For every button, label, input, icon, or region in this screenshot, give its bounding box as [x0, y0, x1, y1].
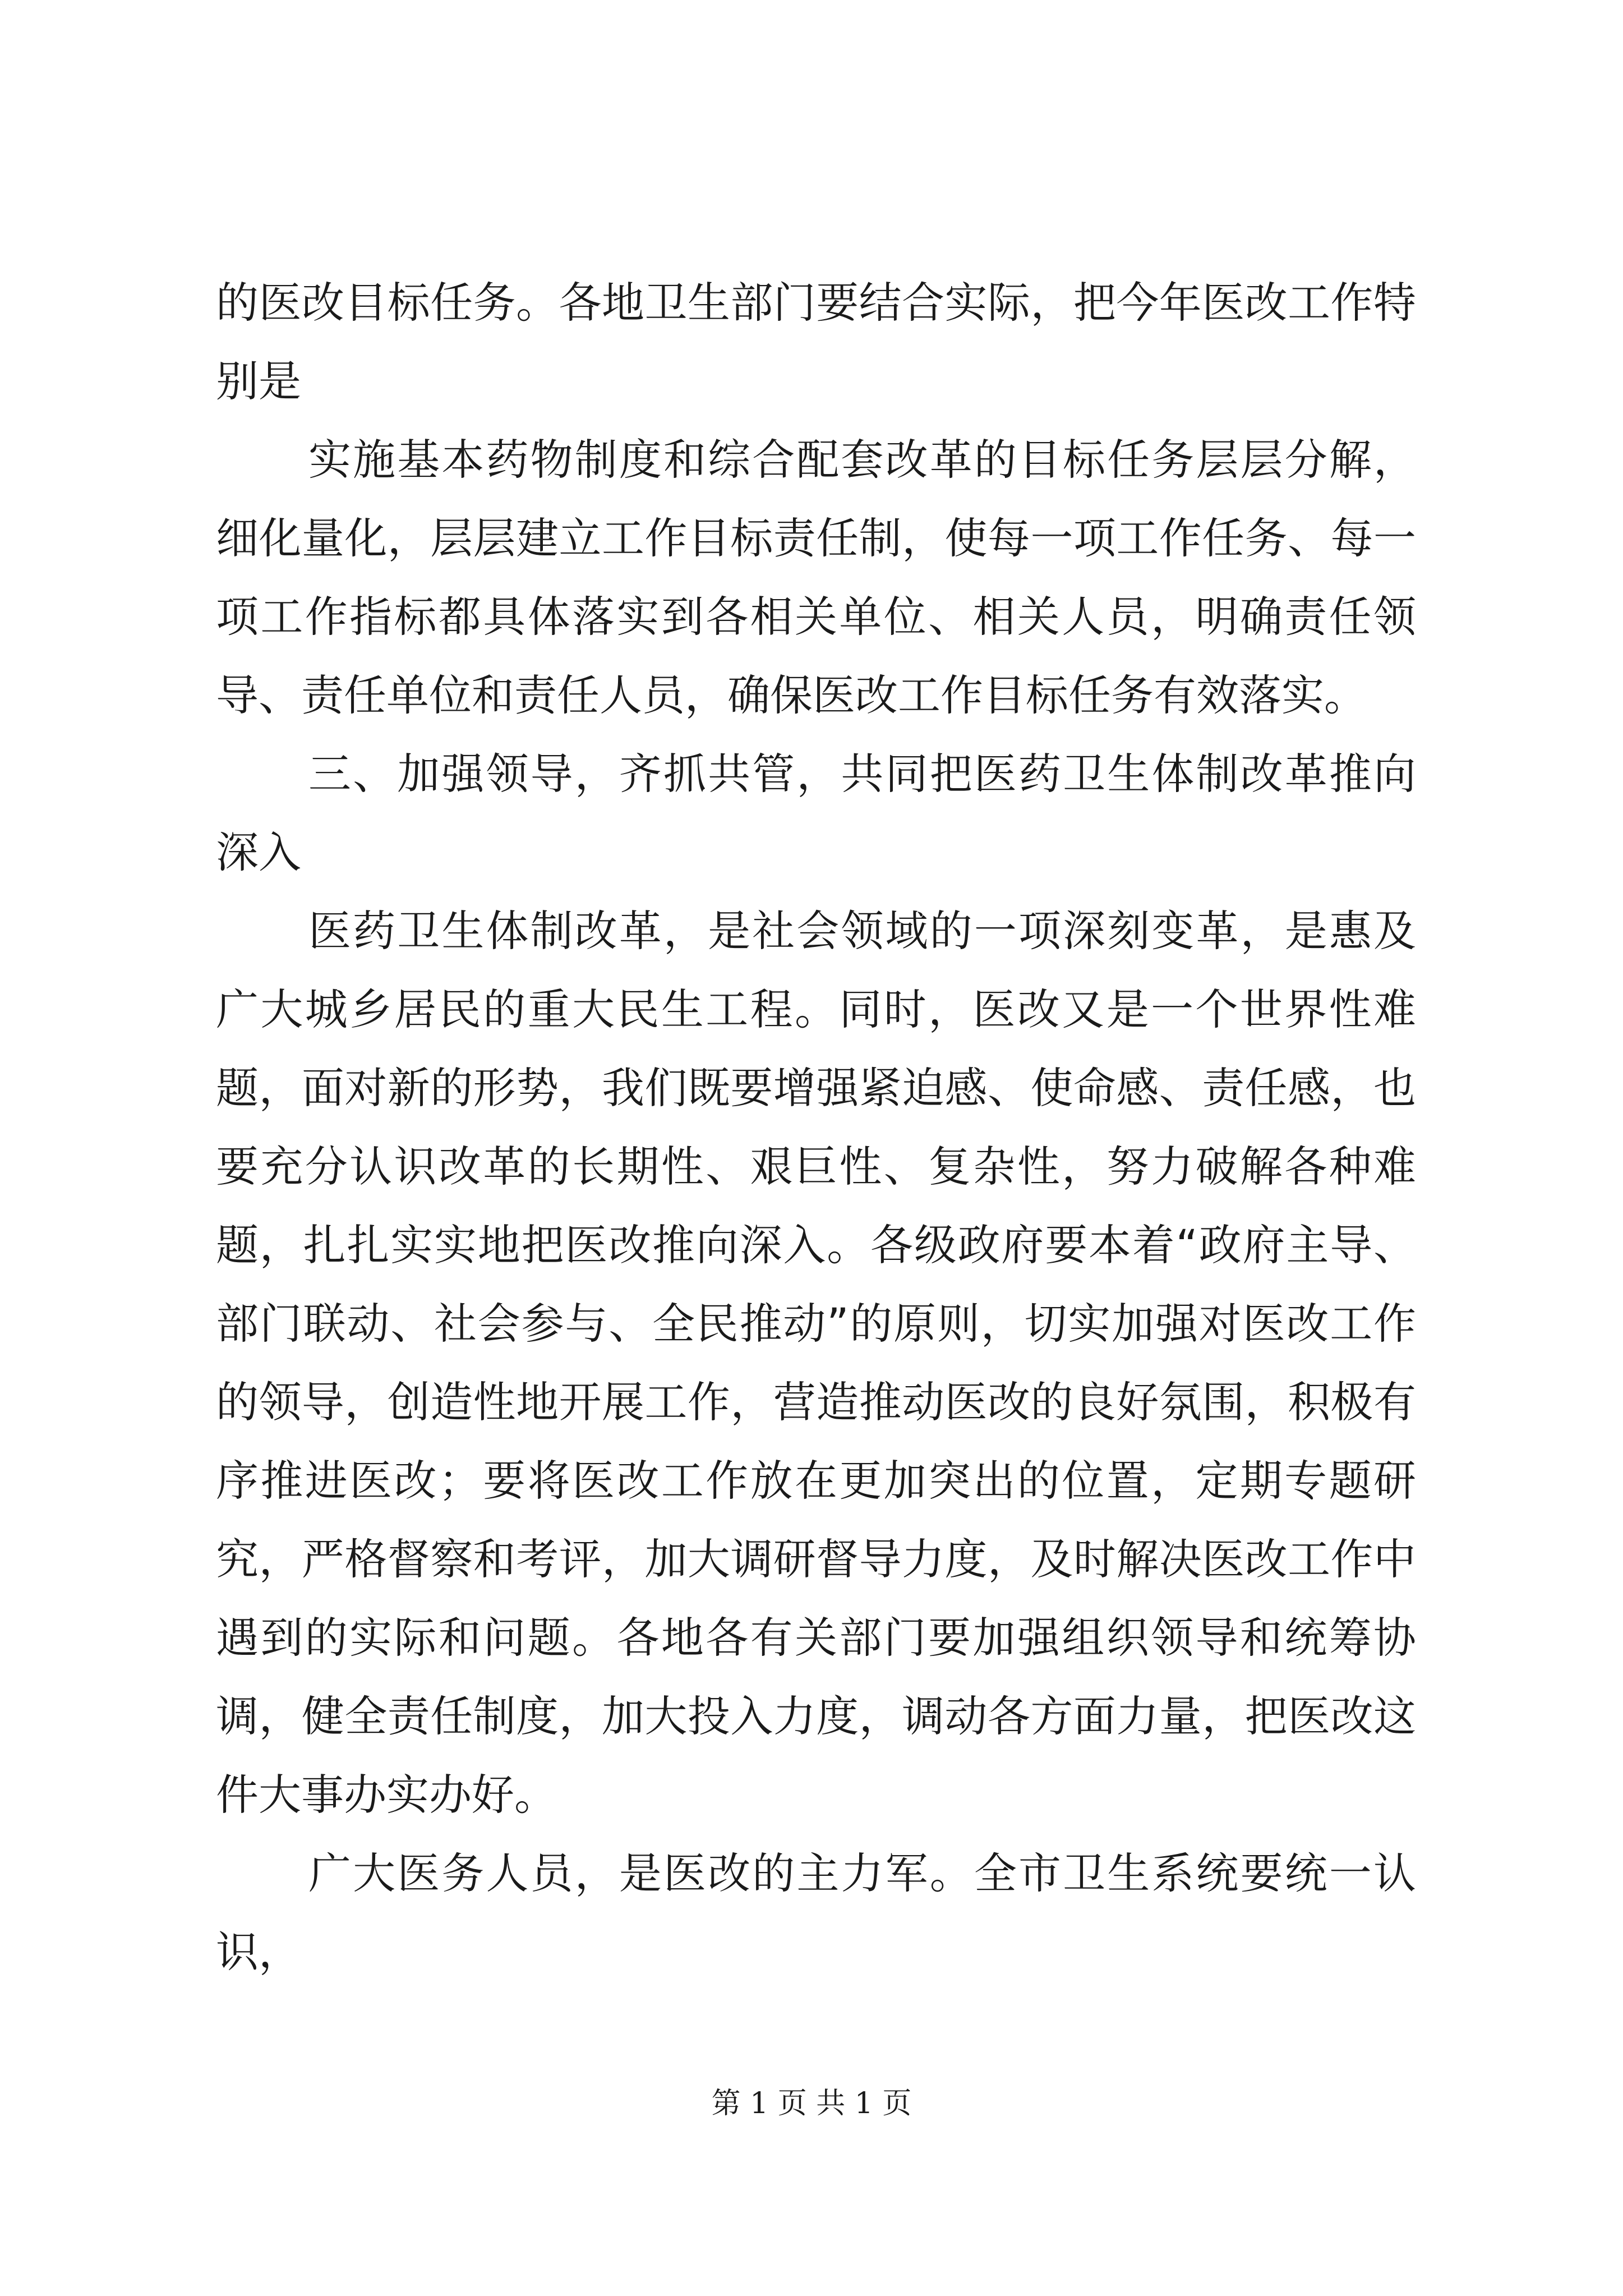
document-body	[216, 264, 1416, 1991]
paragraph-continuation: 的医改目标任务。各地卫生部门要结合实际，把今年医改工作特别是	[216, 278, 1416, 406]
paragraph-medical-staff: 广大医务人员，是医改的主力军。全市卫生系统要统一认识，	[216, 1848, 1416, 1977]
paragraph-task-breakdown: 实施基本药物制度和综合配套改革的目标任务层层分解，细化量化，层层建立工作目标责任制，使每一项工作任务、每一项工作指标都具体落实到各相关单位、相关人员，明确责任领导、责任单位和责任人员，确保医改工作目标任务有效落实。	[216, 435, 1416, 720]
page-footer: 第 1 页 共 1 页	[711, 2087, 912, 2120]
section-heading-three: 三、加强领导，齐抓共管，共同把医药卫生体制改革推向深入	[216, 749, 1416, 877]
paragraph-reform-leadership: 医药卫生体制改革，是社会领域的一项深刻变革，是惠及广大城乡居民的重大民生工程。同时，医改又是一个世界性难题，面对新的形势，我们既要增强紧迫感、使命感、责任感，也要充分认识改革的长期性、艰巨性、复杂性，努力破解各种难题，扎扎实实地把医改推向深入。各级政府要本着“政府主导、部门联动、社会参与、全民推动”的原则，切实加强对医改工作的领导，创造性地开展工作，营造推动医改的良好氛围，积极有序推进医改；要将医改工作放在更加突出的位置，定期专题研究，严格督察和考评，加大调研督导力度，及时解决医改工作中遇到的实际和问题。各地各有关部门要加强组织领导和统筹协调，健全责任制度，加大投入力度，调动各方面力量，把医改这件大事办实办好。	[216, 906, 1416, 1820]
